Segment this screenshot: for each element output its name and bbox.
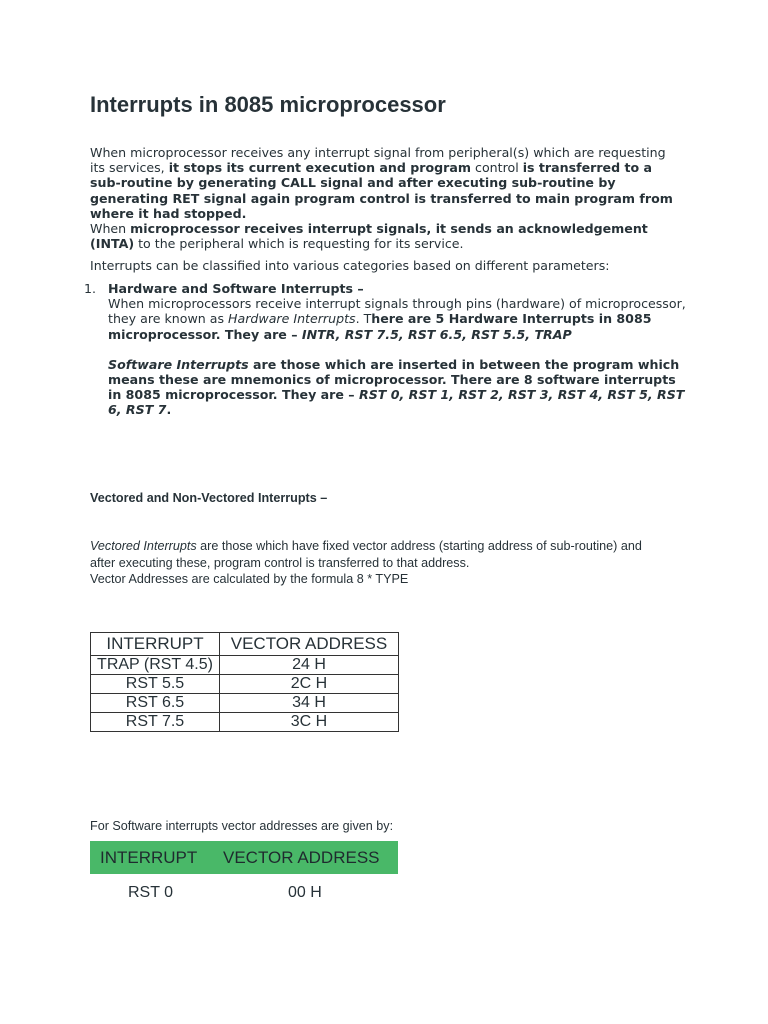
section-heading: Vectored and Non-Vectored Interrupts – <box>90 491 328 505</box>
sw-text: . <box>166 402 172 418</box>
hw-interrupt-list: INTR, RST 7.5, RST 6.5, RST 5.5, TRAP <box>301 326 572 342</box>
vectored-italic-text: Vectored Interrupts <box>90 539 197 553</box>
hw-italic-text: Hardware Interrupts <box>228 311 356 327</box>
sw-interrupt-list: RST 0, RST 1, RST 2, RST 3, RST 4, RST 5, RST 6, RST 7 <box>108 387 685 418</box>
table-cell: RST 7.5 <box>91 712 220 731</box>
intro-bold-text: it stops its current execution and program <box>168 160 472 176</box>
table-cell: RST 5.5 <box>91 674 220 693</box>
table-cell: 00 H <box>288 884 322 901</box>
table-cell: RST 0 <box>128 884 174 901</box>
vectored-text: are those which have fixed vector address (starting address of sub-routine) and after executing these, program control is transferred to that address. <box>90 539 642 570</box>
table-cell: TRAP (RST 4.5) <box>91 655 220 674</box>
table-row <box>91 655 399 674</box>
table-cell: 34 H <box>220 693 399 712</box>
intro-text: to the peripheral which is requesting for its service. <box>134 236 464 252</box>
table-header-cell: VECTOR ADDRESS <box>223 848 380 867</box>
sw-bold-text: are those which are inserted in between the program which means these are mnemonics of microprocessor. There are 8 software interrupts in 8085 microprocessor. They are – <box>108 356 680 403</box>
table-header-cell: INTERRUPT <box>100 848 198 867</box>
classification-paragraph: Interrupts can be classified into various categories based on different parameters: <box>90 258 610 273</box>
table-cell: 2C H <box>220 674 399 693</box>
table-cell: RST 6.5 <box>91 693 220 712</box>
table-header-cell: VECTOR ADDRESS <box>220 633 399 656</box>
intro-paragraph-1 <box>90 145 680 251</box>
intro-bold-text: is transferred to a sub-routine by generating CALL signal and after executing sub-routine by generating RET signal again program control is transferred to main program from where it had stopped. <box>90 160 673 221</box>
hw-bold-text: here are 5 Hardware Interrupts in 8085 microprocessor. They are – <box>108 311 652 342</box>
table-row <box>91 693 399 712</box>
table-header-cell: INTERRUPT <box>91 633 220 656</box>
intro-bold-text: microprocessor receives interrupt signals, it sends an acknowledgement (INTA) <box>90 221 648 252</box>
hw-text: . T <box>355 311 372 327</box>
table-header-row <box>91 633 399 656</box>
vectored-paragraph <box>90 538 670 588</box>
intro-text: control <box>471 160 523 176</box>
page-title: Interrupts in 8085 microprocessor <box>90 92 446 117</box>
software-table-header <box>90 841 398 874</box>
list-item-heading: Hardware and Software Interrupts – <box>108 281 364 296</box>
software-intro-text: For Software interrupts vector addresses are given by: <box>90 819 394 833</box>
table-cell: 3C H <box>220 712 399 731</box>
list-number: 1. <box>84 281 97 296</box>
intro-text: When <box>90 221 131 237</box>
sw-italic-text: Software Interrupts <box>108 356 249 372</box>
intro-text: When microprocessor receives any interrupt signal from peripheral(s) which are requesting its services, <box>90 145 666 176</box>
hw-text: When microprocessors receive interrupt signals through pins (hardware) of microprocessor, they are known as <box>108 296 686 327</box>
hardware-vector-table <box>90 632 399 732</box>
table-row <box>91 674 399 693</box>
formula-text: Vector Addresses are calculated by the formula 8 * TYPE <box>90 572 409 587</box>
table-cell: 24 H <box>220 655 399 674</box>
table-row <box>91 712 399 731</box>
